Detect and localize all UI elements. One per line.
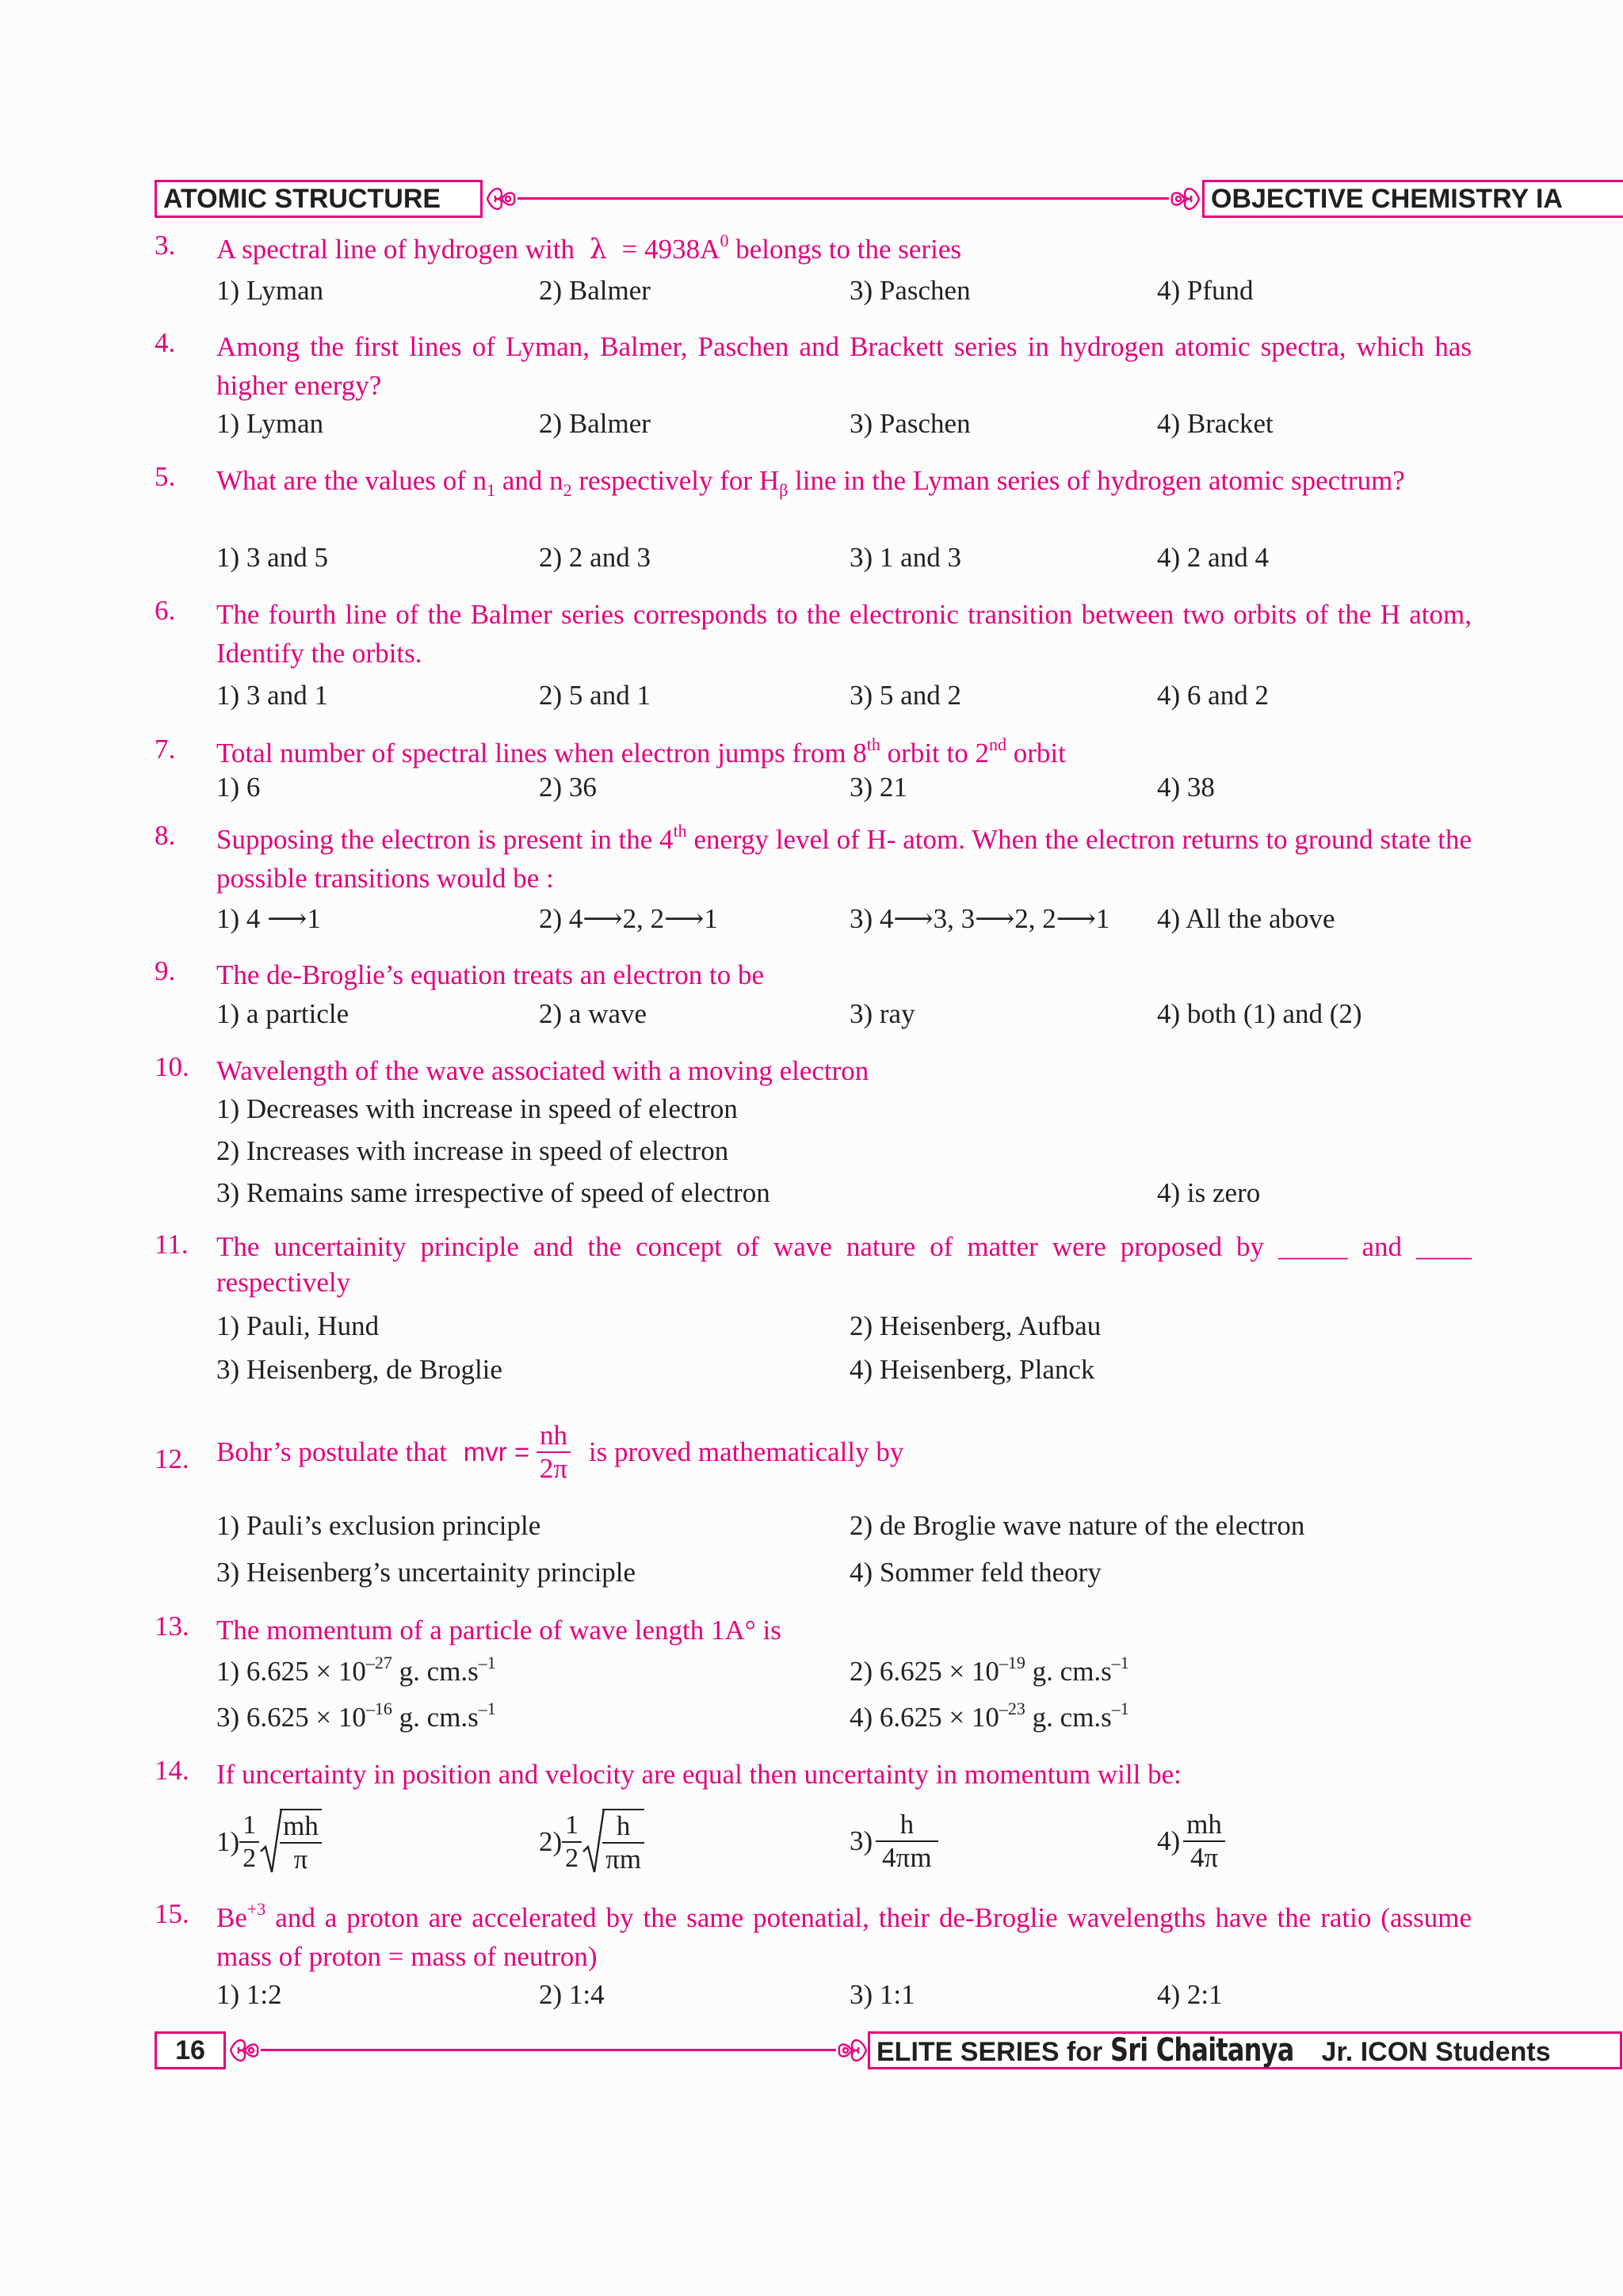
option-4: 4) Pfund (1157, 275, 1254, 306)
option-1: 1) $\frac{1}{2}$ $\frac{mh}{\pi}$ (216, 1809, 322, 1875)
option-4: 4) All the above (1157, 903, 1335, 934)
option-1: 1) Pauli, Hund (216, 1310, 380, 1341)
option-3: 3) Heisenberg, de Broglie (216, 1354, 502, 1385)
series-banner: ELITE SERIES for Sri Chaitanya Jr. ICON Students (868, 2031, 1622, 2069)
option-2: 2) $\frac{1}{2}$ $\frac{h}{\pi m}$ (539, 1809, 644, 1875)
question-text: The de-Broglie’s equation treats an electron to be (216, 959, 764, 990)
question-text: Wavelength of the wave associated with a moving electron (216, 1055, 869, 1086)
option-1: 1) Lyman (216, 408, 324, 439)
option-3: 3) 4⟶3, 3⟶2, 2⟶1 (850, 903, 1110, 934)
option-4: 4) 38 (1157, 772, 1215, 803)
option-1: 1) 1:2 (216, 1979, 282, 2010)
question-text: A spectral line of hydrogen with $\lambda = 4938A^0$ belongs to the series (216, 231, 961, 265)
option-4: 4) both (1) and (2) (1157, 998, 1362, 1029)
option-2: 2) 4⟶2, 2⟶1 (539, 903, 718, 934)
option-1: 1) Pauli’s exclusion principle (216, 1510, 541, 1541)
question-number: 11. (155, 1229, 189, 1260)
option-4: 4) 6 and 2 (1157, 680, 1269, 711)
question-text: What are the values of $n_1$ and $n_2$ respectively for $H_\beta$ line in the Lyman series of hydrogen atomic spectrum? (216, 465, 1405, 500)
question-number: 8. (155, 820, 176, 851)
option-1: 1) $6.625 \times 10^{-27}$ g. $cm.s^{-1}$ (216, 1653, 496, 1687)
option-3: 3) $\frac{h}{4\pi m}$ (850, 1809, 938, 1874)
option-3: 3) Paschen (850, 275, 971, 306)
option-4: 4) is zero (1157, 1177, 1261, 1208)
question-text: If uncertainty in position and velocity are equal then uncertainty in momentum will be: (216, 1759, 1182, 1790)
question-number: 13. (155, 1611, 189, 1642)
option-4: 4) 2:1 (1157, 1979, 1223, 2010)
option-3: 3) 21 (850, 772, 907, 803)
question-8 (155, 820, 1472, 947)
question-number: 10. (155, 1051, 189, 1082)
option-3: 3) Remains same irrespective of speed of electron (216, 1177, 770, 1208)
question-12 (155, 1420, 1472, 1594)
question-5 (155, 461, 1472, 588)
book-title: OBJECTIVE CHEMISTRY IA (1202, 180, 1623, 218)
option-2: 2) de Broglie wave nature of the electron (850, 1510, 1305, 1541)
option-3: 3) 1 and 3 (850, 542, 961, 573)
header-rule (517, 197, 1169, 200)
option-3: 3) 5 and 2 (850, 680, 961, 711)
question-text: Supposing the electron is present in the 4th energy level of H- atom. When the electron returns to ground state the possible transitions would be : (216, 821, 1472, 894)
option-1: 1) 4 ⟶1 (216, 903, 321, 934)
option-2: 2) 5 and 1 (539, 680, 651, 711)
option-4: 4) Bracket (1157, 408, 1274, 439)
option-3: 3) 1:1 (850, 1979, 915, 2010)
question-number: 15. (155, 1898, 189, 1929)
left-flourish-icon (484, 181, 519, 216)
option-1: 1) 6 (216, 772, 261, 803)
square-root-icon: $\frac{mh}{\pi}$ (259, 1809, 322, 1875)
right-flourish-icon (834, 2033, 869, 2068)
option-4: 4) 2 and 4 (1157, 542, 1269, 573)
page-header (155, 180, 1563, 221)
right-flourish-icon (1167, 181, 1202, 216)
option-1: 1) a particle (216, 998, 349, 1029)
question-number: 4. (155, 327, 176, 358)
question-14 (155, 1755, 1472, 1890)
page-footer (155, 2031, 1551, 2073)
option-4: 4) $\frac{mh}{4\pi}$ (1157, 1809, 1225, 1874)
question-text: The fourth line of the Balmer series corresponds to the electronic transition between two orbits of the H atom, Identify the orbits. (216, 599, 1472, 669)
option-1: 1) 3 and 5 (216, 542, 328, 573)
option-3: 3) Heisenberg’s uncertainity principle (216, 1557, 636, 1588)
option-4: 4) Sommer feld theory (850, 1557, 1102, 1588)
question-number: 5. (155, 461, 176, 492)
option-4: 4) $6.625 \times 10^{-23}$ g. $cm.s^{-1}$ (850, 1699, 1129, 1733)
question-text: The uncertainity principle and the concept of wave nature of matter were proposed by _____ and ____ respectively (216, 1231, 1472, 1298)
option-2: 2) Increases with increase in speed of electron (216, 1135, 729, 1166)
option-2: 2) 36 (539, 772, 597, 803)
option-1: 1) 3 and 1 (216, 680, 328, 711)
question-15 (155, 1898, 1472, 2025)
brand-name: Sri Chaitanya (1109, 2032, 1294, 2069)
lambda-symbol: λ (589, 234, 607, 265)
left-flourish-icon (227, 2033, 262, 2068)
question-3 (155, 230, 1472, 317)
page-number: 16 (155, 2031, 226, 2069)
option-2: 2) Heisenberg, Aufbau (850, 1310, 1102, 1341)
option-3: 3) Paschen (850, 408, 971, 439)
question-number: 14. (155, 1755, 189, 1786)
option-2: 2) Balmer (539, 275, 651, 306)
square-root-icon: $\frac{h}{\pi m}$ (582, 1809, 644, 1875)
option-2: 2) Balmer (539, 408, 651, 439)
option-4: 4) Heisenberg, Planck (850, 1354, 1095, 1385)
question-7 (155, 734, 1472, 813)
equation-lhs: mvr = (463, 1437, 530, 1466)
question-number: 3. (155, 230, 176, 261)
question-text: Total number of spectral lines when electron jumps from 8th orbit to 2nd orbit (216, 734, 1066, 769)
question-13 (155, 1611, 1472, 1745)
option-1: 1) Lyman (216, 275, 324, 306)
question-6 (155, 595, 1472, 722)
chapter-title: ATOMIC STRUCTURE (155, 180, 483, 218)
option-1: 1) Decreases with increase in speed of electron (216, 1093, 738, 1124)
question-text: Bohr’s postulate that mvr = $\frac{nh}{2\pi}$ is proved mathematically by (216, 1420, 904, 1484)
question-text: The momentum of a particle of wave length 1A° is (216, 1615, 781, 1646)
option-3: 3) $6.625 \times 10^{-16}$ g. $cm.s^{-1}$ (216, 1699, 496, 1733)
option-2: 2) a wave (539, 998, 647, 1029)
footer-rule (261, 2049, 836, 2051)
question-number: 7. (155, 734, 176, 765)
question-number: 6. (155, 595, 176, 626)
option-2: 2) $6.625 \times 10^{-19}$ g. $cm.s^{-1}$ (850, 1653, 1129, 1687)
fraction-nh-over-2pi: $\frac{nh}{2\pi}$ (537, 1420, 571, 1485)
option-3: 3) ray (850, 998, 915, 1029)
question-text: Among the first lines of Lyman, Balmer, Paschen and Brackett series in hydrogen atomic spectra, which has higher energy? (216, 331, 1472, 401)
option-2: 2) 2 and 3 (539, 542, 651, 573)
question-11 (155, 1229, 1472, 1395)
question-number: 12. (155, 1444, 189, 1474)
question-text: $Be^{+3}$ and a proton are accelerated by the same potenatial, their de-Broglie wavelengths have the ratio (assume mass of proton = mass of neutron) (216, 1899, 1472, 1972)
question-9 (155, 955, 1472, 1035)
question-number: 9. (155, 955, 176, 986)
question-4 (155, 327, 1472, 454)
option-2: 2) 1:4 (539, 1979, 605, 2010)
question-10 (155, 1051, 1472, 1218)
